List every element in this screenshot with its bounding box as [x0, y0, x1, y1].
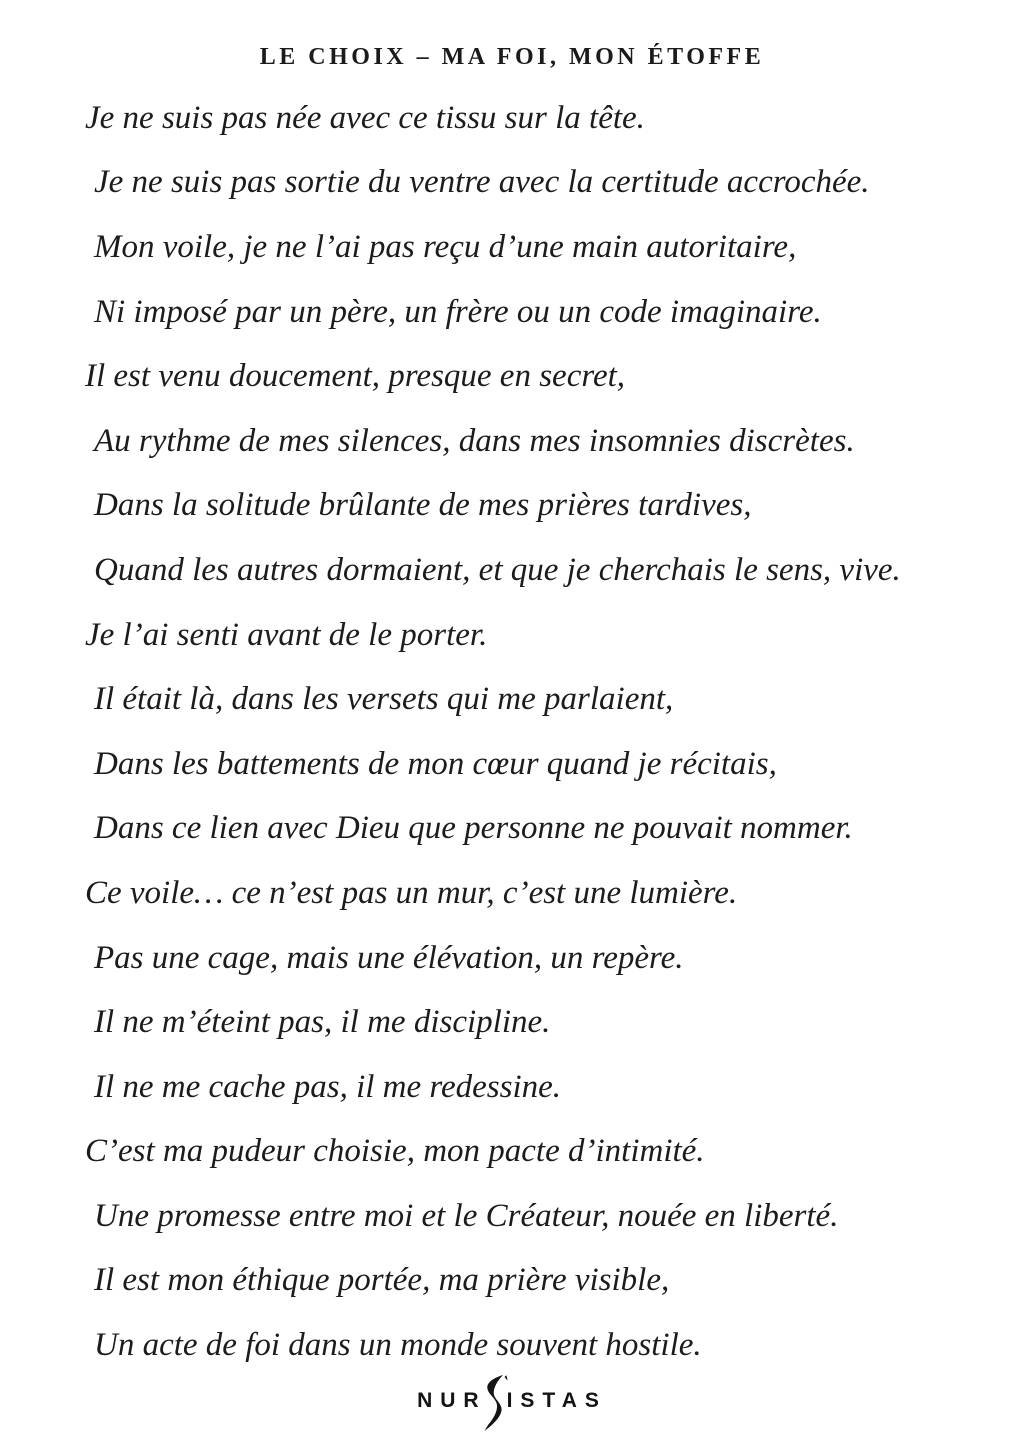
poem-line: Une promesse entre moi et le Créateur, nouée en liberté.: [94, 1197, 839, 1234]
poem-line: Je ne suis pas née avec ce tissu sur la tête.: [85, 99, 645, 136]
poem-line: Dans ce lien avec Dieu que personne ne pouvait nommer.: [94, 810, 853, 847]
poem-line: Ce voile… ce n’est pas un mur, c’est une lumière.: [85, 874, 738, 911]
poem-line: Je l’ai senti avant de le porter.: [85, 616, 488, 653]
page-title: LE CHOIX – MA FOI, MON ÉTOFFE: [259, 44, 765, 70]
poem-line: Quand les autres dormaient, et que je cherchais le sens, vive.: [94, 551, 901, 588]
brand-text-prefix: NUR: [417, 1389, 487, 1412]
poem-line: Dans la solitude brûlante de mes prières tardives,: [94, 487, 752, 524]
poem-line: Il ne m’éteint pas, il me discipline.: [94, 1004, 551, 1041]
brand-wordmark: [417, 1372, 607, 1430]
swash-s-icon: [480, 1374, 508, 1432]
brand-footer: [0, 1372, 1024, 1430]
poem-line: Je ne suis pas sortie du ventre avec la certitude accrochée.: [94, 164, 870, 201]
poem-line: Dans les battements de mon cœur quand je récitais,: [94, 745, 777, 782]
poem-line: Il est mon éthique portée, ma prière visible,: [94, 1262, 670, 1299]
poem-line: Un acte de foi dans un monde souvent hostile.: [94, 1327, 702, 1364]
poem-line: Il était là, dans les versets qui me parlaient,: [94, 681, 674, 718]
poem-line: C’est ma pudeur choisie, mon pacte d’intimité.: [85, 1133, 705, 1170]
poem-line: Il ne me cache pas, il me redessine.: [94, 1068, 562, 1105]
poem-line: Pas une cage, mais une élévation, un repère.: [94, 939, 684, 976]
poem-line: Au rythme de mes silences, dans mes insomnies discrètes.: [94, 422, 855, 459]
brand-text-suffix: ISTAS: [506, 1389, 607, 1412]
poem-line: Mon voile, je ne l’ai pas reçu d’une main autoritaire,: [94, 228, 797, 265]
poem-line: Ni imposé par un père, un frère ou un code imaginaire.: [94, 293, 822, 330]
poem-body: [85, 86, 994, 1378]
poem-line: Il est venu doucement, presque en secret,: [85, 358, 626, 395]
